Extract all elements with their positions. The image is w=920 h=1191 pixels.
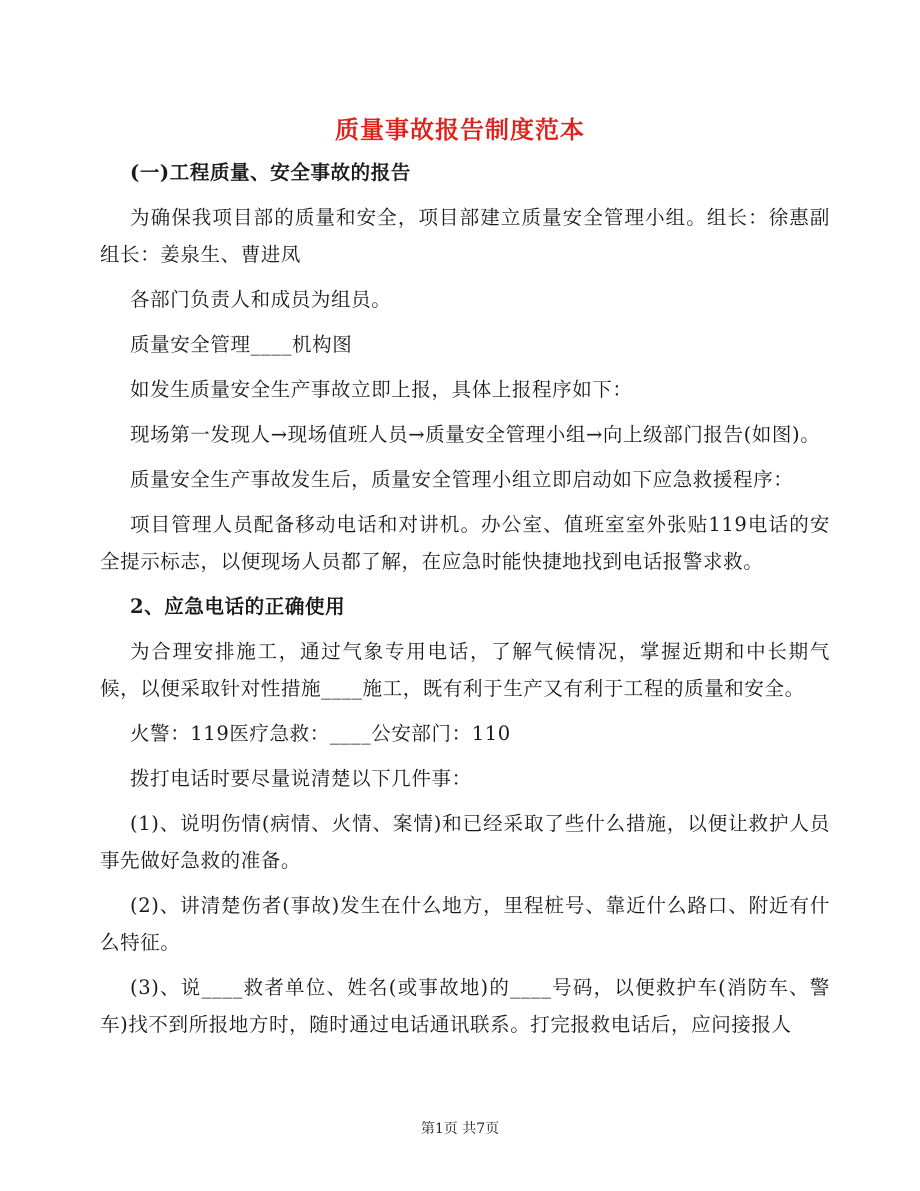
section-heading-1: (一)工程质量、安全事故的报告 [130, 161, 411, 184]
page-number: 第1页 共7页 [420, 1121, 500, 1137]
paragraph: 如发生质量安全生产事故立即上报，具体上报程序如下： [130, 378, 633, 401]
paragraph: 各部门负责人和成员为组员。 [130, 288, 392, 311]
section-heading-2: 2、应急电话的正确使用 [130, 595, 346, 618]
document-body [100, 154, 830, 1051]
paragraph: 拨打电话时要尽量说清楚以下几件事： [130, 767, 472, 790]
paragraph: 项目管理人员配备移动电话和对讲机。办公室、值班室室外张贴119电话的安全提示标志，以便现场人员都了解，在应急时能快捷地找到电话报警求救。 [100, 513, 830, 573]
document-title: 质量事故报告制度范本 [335, 115, 585, 144]
paragraph: 为确保我项目部的质量和安全，项目部建立质量安全管理小组。组长：徐惠副组长：姜泉生、曹进凤 [100, 206, 830, 266]
paragraph: 质量安全管理____机构图 [130, 333, 353, 356]
paragraph: (3)、说____救者单位、姓名(或事故地)的____号码，以便救护车(消防车、警车)找不到所报地方时，随时通过电话通讯联系。打完报救电话后，应问接报人 [100, 976, 830, 1036]
paragraph: (1)、说明伤情(病情、火情、案情)和已经采取了些什么措施，以便让救护人员事先做好急救的准备。 [100, 812, 830, 872]
paragraph: 为合理安排施工，通过气象专用电话，了解气候情况，掌握近期和中长期气候，以便采取针对性措施____施工，既有利于生产又有利于工程的质量和安全。 [100, 640, 830, 700]
paragraph: (2)、讲清楚伤者(事故)发生在什么地方，里程桩号、靠近什么路口、附近有什么特征。 [100, 894, 830, 954]
paragraph: 现场第一发现人→现场值班人员→质量安全管理小组→向上级部门报告(如图)。 [130, 423, 821, 446]
paragraph: 质量安全生产事故发生后，质量安全管理小组立即启动如下应急救援程序： [130, 468, 794, 491]
paragraph: 火警：119医疗急救：____公安部门：110 [130, 722, 511, 745]
